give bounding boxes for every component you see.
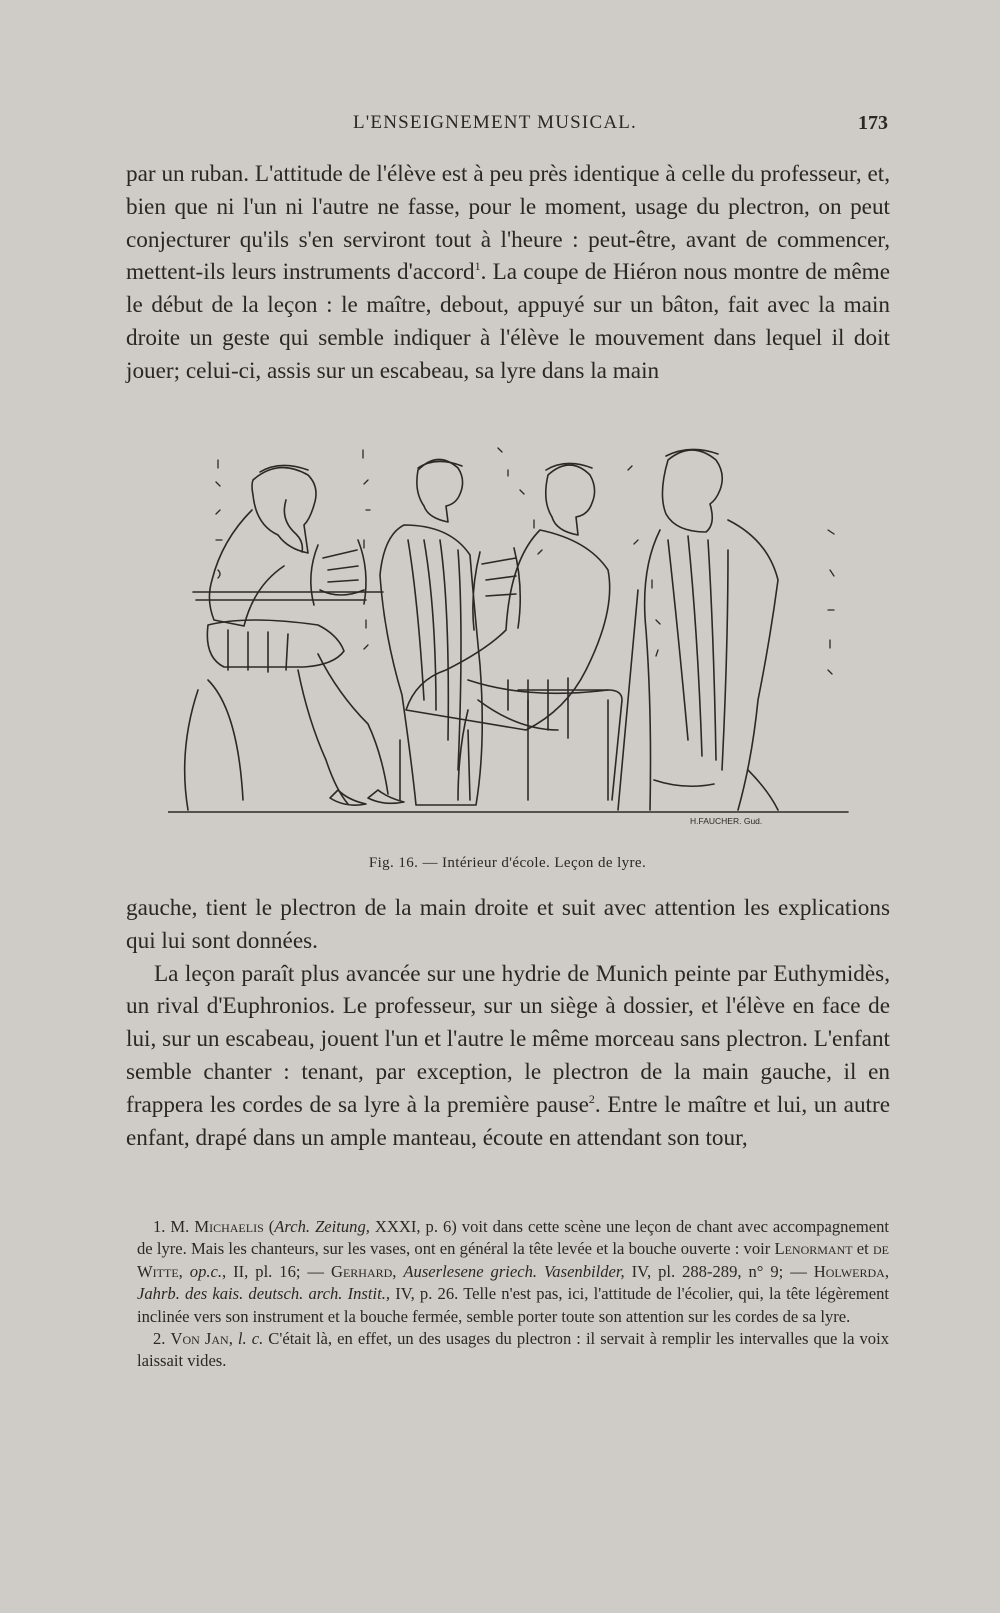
footnote-ref: 2 (588, 1091, 595, 1106)
vase-inscription-marks (216, 448, 834, 674)
paragraph: par un ruban. L'attitude de l'élève est à peu près identique à celle du professeur, et, bien que ni l'un ni l'autre ne fasse, pour le moment, usage du plectron, on peut conjecturer qu'ils s'en serviront tout à l'heure : peut-être, avant de commencer, mettent-ils leurs instruments d'accord$^1$. La coupe de Hiéron nous montre de même le début de la leçon : le maître, debout, appuyé sur un bâton, fait avec la main droite un geste qui semble indiquer à l'élève le mouvement dans lequel il doit jouer; celui-ci, assis sur un escabeau, sa lyre dans la main (126, 161, 890, 384)
footnotes (137, 1216, 889, 1373)
master-lyre (311, 540, 366, 605)
figure-caption: Fig. 16. — Intérieur d'école. Leçon de lyre. (368, 855, 647, 871)
body-text-bottom (126, 892, 890, 1154)
footnote-1: 1. M. Michaelis (Arch. Zeitung, XXXI, p. 6) voit dans cette scène une leçon de chant avec accompagnement de lyre. Mais les chanteurs, sur les vases, ont en général la tête levée et la bouche ouverte : voir Lenormant et de Witte, op.c., II, pl. 16; — Gerhard, Auserlesene griech. Vasenbilder, IV, pl. 288-289, n° 9; — Holwerda, Jahrb. des kais. deutsch. arch. Instit., IV, p. 26. Telle n'est pas, ici, l'attitude de l'écolier, qui, la tête légèrement inclinée vers son instrument et la bouche fermée, semble porter toute son attention sur les cordes de sa lyre. (137, 1217, 890, 1326)
page-number: 173 (858, 112, 888, 134)
paragraph: gauche, tient le plectron de la main droite et suit avec attention les explications qui lui sont données. (126, 895, 890, 954)
running-title: L'ENSEIGNEMENT MUSICAL. (353, 112, 637, 133)
body-text-top (126, 158, 890, 388)
seated-master-figure (185, 465, 404, 810)
artist-signature: H.FAUCHER. Gud. (690, 816, 763, 826)
footnote-ref: 1 (474, 259, 481, 274)
vase-painting-figure (168, 440, 868, 840)
footnote-2: 2. Von Jan, l. c. C'était là, en effet, un des usages du plectron : il servait à remplir les intervalles que la voix laissait vides. (137, 1329, 890, 1371)
paragraph: La leçon paraît plus avancée sur une hydrie de Munich peinte par Euthymidès, un rival d'Euphronios. Le professeur, sur un siège à dossier, et l'élève en face de lui, sur un escabeau, jouent l'un et l'autre le même morceau sans plectron. L'enfant semble chanter : tenant, par exception, le plectron de la main gauche, il en frappera les cordes de sa lyre à la première pause$^2$. Entre le maître et lui, un autre enfant, drapé dans un ample manteau, écoute en attendant son tour, (126, 960, 890, 1151)
running-head (125, 112, 890, 142)
seated-pupil-figure (406, 463, 622, 800)
standing-master-figure (618, 449, 778, 810)
draped-youth-figure (380, 459, 482, 805)
